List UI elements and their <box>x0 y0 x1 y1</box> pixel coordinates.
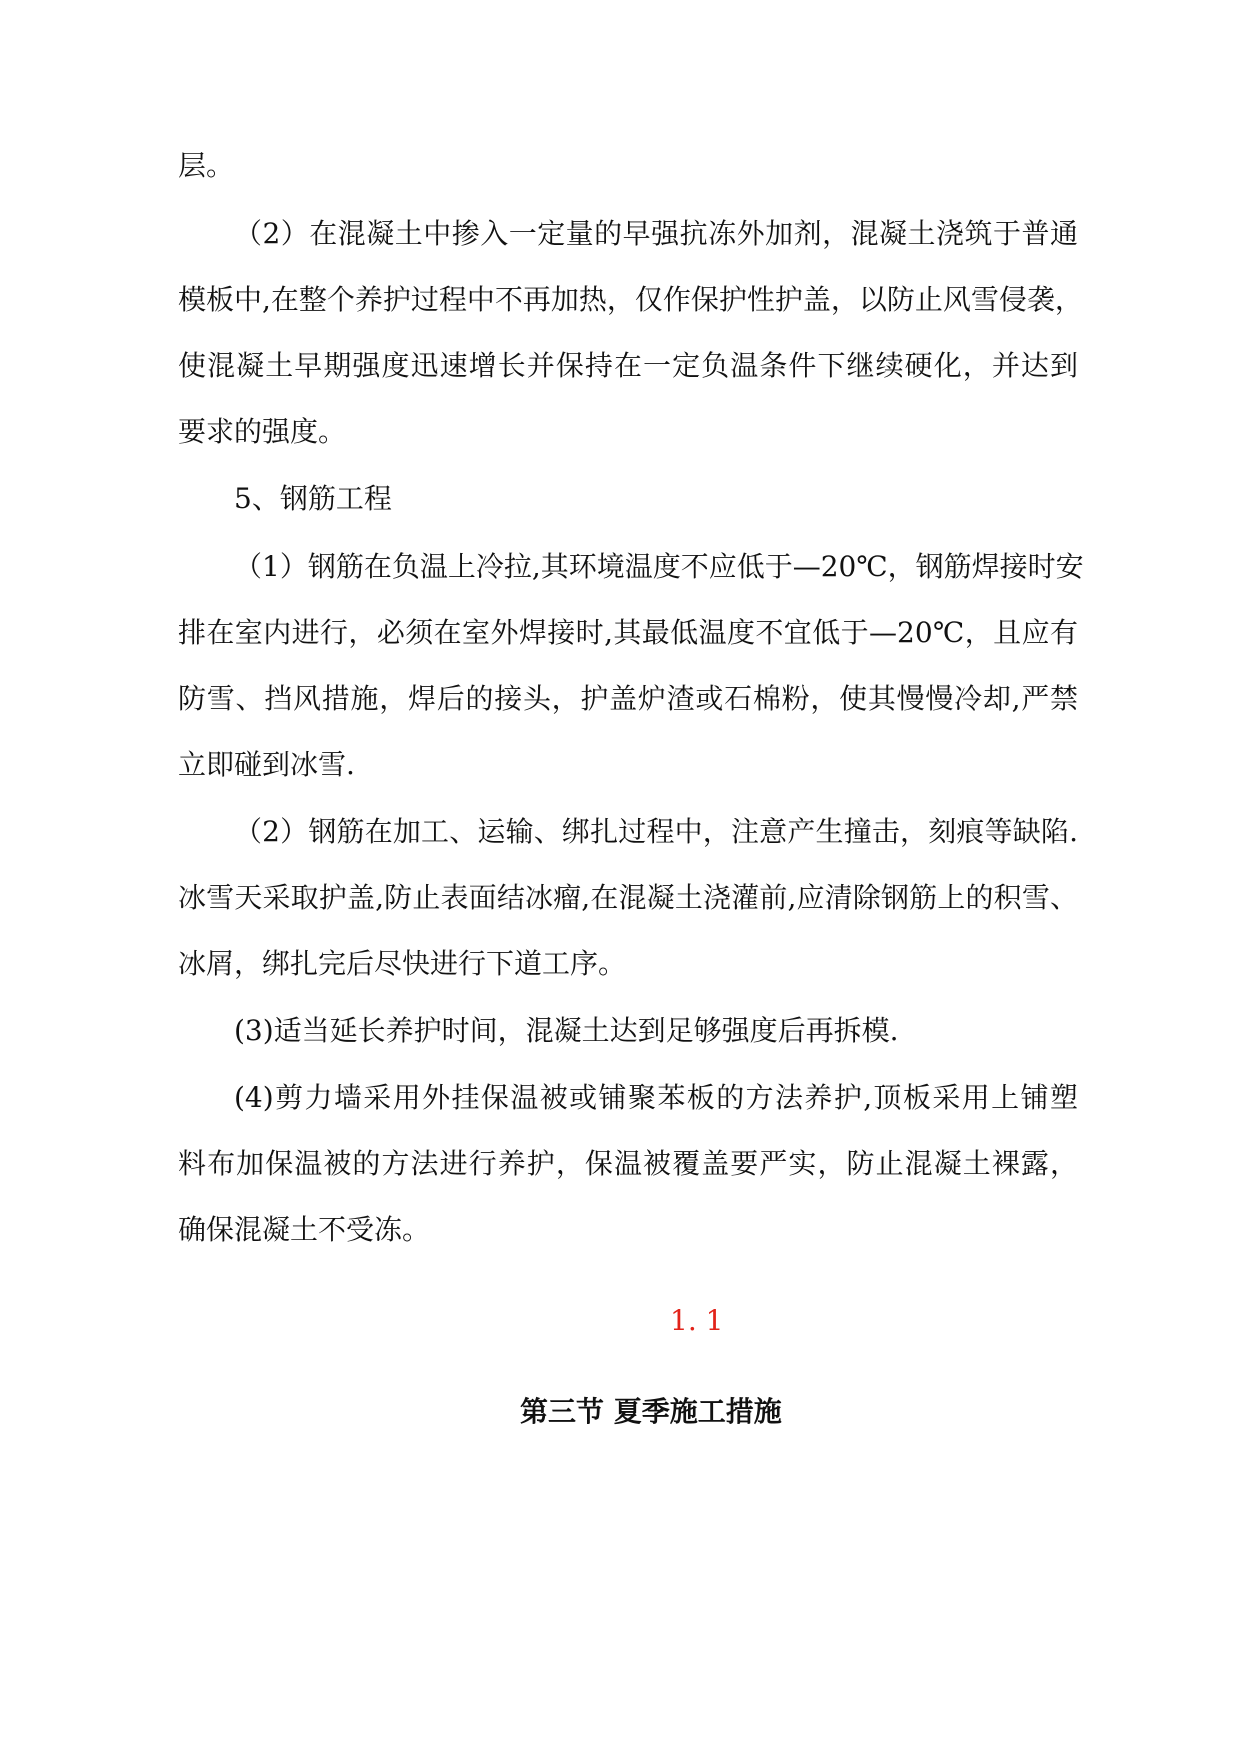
paragraph-line: 使混凝土早期强度迅速增长并保持在一定负温条件下继续硬化，并达到 <box>178 349 1078 382</box>
paragraph-line: 排在室内进行，必须在室外焊接时,其最低温度不宜低于—20℃，且应有 <box>178 616 1078 649</box>
section-number: 1. 1 <box>670 1304 724 1337</box>
paragraph-line: （2）在混凝土中掺入一定量的早强抗冻外加剂，混凝土浇筑于普通 <box>234 217 1078 250</box>
paragraph-line: 冰雪天采取护盖,防止表面结冰瘤,在混凝土浇灌前,应清除钢筋上的积雪、 <box>178 881 1078 914</box>
paragraph-line: (4)剪力墙采用外挂保温被或铺聚苯板的方法养护,顶板采用上铺塑 <box>234 1081 1078 1114</box>
paragraph-line: 确保混凝土不受冻。 <box>178 1213 431 1246</box>
paragraph-line: (3)适当延长养护时间，混凝土达到足够强度后再拆模. <box>234 1014 899 1047</box>
paragraph-line: 防雪、挡风措施，焊后的接头，护盖炉渣或石棉粉，使其慢慢冷却,严禁 <box>178 682 1078 715</box>
paragraph-line: 料布加保温被的方法进行养护，保温被覆盖要严实，防止混凝土裸露， <box>178 1147 1078 1180</box>
paragraph-line: 要求的强度。 <box>178 415 347 448</box>
paragraph-line: （1）钢筋在负温上冷拉,其环境温度不应低于—20℃，钢筋焊接时安 <box>234 550 1084 583</box>
paragraph-line: 模板中,在整个养护过程中不再加热，仅作保护性护盖，以防止风雪侵袭， <box>178 283 1083 316</box>
paragraph-line: （2）钢筋在加工、运输、绑扎过程中，注意产生撞击，刻痕等缺陷. <box>234 815 1078 848</box>
paragraph-line: 立即碰到冰雪. <box>178 748 355 781</box>
section-heading: 5、钢筋工程 <box>234 482 392 515</box>
paragraph-line: 冰屑，绑扎完后尽快进行下道工序。 <box>178 947 627 980</box>
paragraph-line: 层。 <box>178 149 235 182</box>
section-title: 第三节 夏季施工措施 <box>520 1395 782 1428</box>
